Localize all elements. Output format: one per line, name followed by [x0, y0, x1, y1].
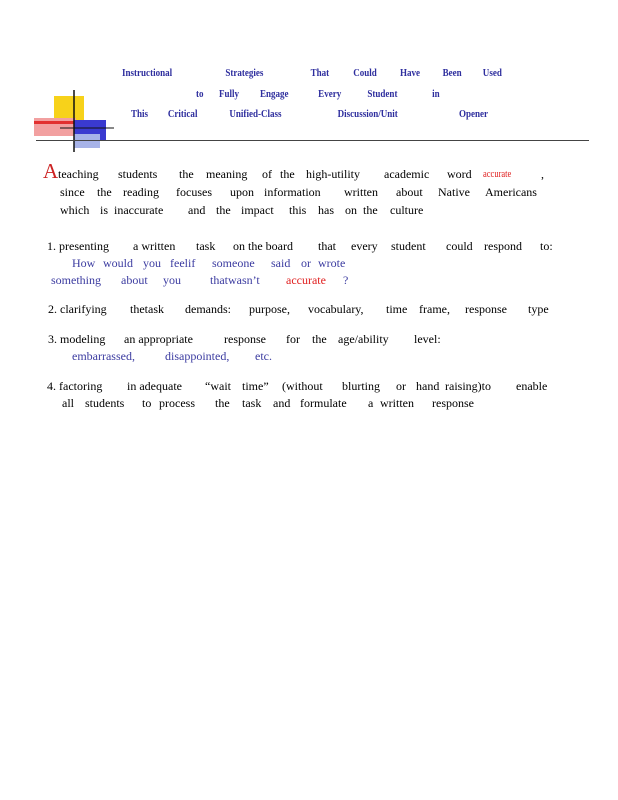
item-word: written [380, 396, 414, 410]
title-word: This [131, 108, 149, 120]
title-word: Fully [218, 88, 240, 100]
intro-word: teaching [58, 167, 99, 181]
title-word: Strategies [225, 67, 264, 79]
intro-word: the [97, 185, 112, 199]
item-word: all [62, 396, 74, 410]
example-word: thatwasn’t [210, 273, 260, 287]
intro-word: students [118, 167, 158, 181]
intro-word: meaning [206, 167, 248, 181]
item-word: time” [242, 379, 269, 393]
item-word: (without [282, 379, 323, 393]
item-word: purpose, [249, 302, 290, 316]
item-word: “wait [205, 379, 231, 393]
highlight-word-accurate: accurate [483, 169, 512, 180]
logo-red-line [34, 121, 78, 124]
logo-pink-bar [34, 118, 76, 136]
example-word: you [143, 256, 161, 270]
title-word: Student [367, 88, 398, 100]
title-line-1 [122, 67, 507, 81]
item-word: thetask [130, 302, 164, 316]
example-word: something [51, 273, 101, 287]
title-line-2 [196, 88, 442, 102]
item-word: that [318, 239, 336, 253]
header-divider [36, 140, 589, 141]
intro-word: information [264, 185, 321, 199]
item-word: age/ability [338, 332, 389, 346]
intro-word: upon [230, 185, 254, 199]
item-word: demands: [185, 302, 231, 316]
item-word: an appropriate [124, 332, 193, 346]
item-word: to [142, 396, 152, 410]
example-word: about [121, 273, 148, 287]
item-word: respond [484, 239, 522, 253]
logo-light-blue-square [74, 134, 100, 148]
item-word: on the board [233, 239, 293, 253]
example-word: How [72, 256, 96, 270]
example-word: you [163, 273, 181, 287]
item-word: response [465, 302, 507, 316]
title-word: Engage [259, 88, 289, 100]
item-word: frame, [419, 302, 450, 316]
example-word: etc. [255, 349, 272, 363]
item-word: the [312, 332, 327, 346]
item-word: in adequate [127, 379, 182, 393]
intro-word: written [344, 185, 378, 199]
intro-word: Americans [485, 185, 537, 199]
intro-word: culture [390, 203, 424, 217]
example-word: feelif [170, 256, 196, 270]
intro-comma: , [541, 167, 544, 181]
intro-word: which [60, 203, 90, 217]
title-word: to [196, 88, 204, 100]
item-word: student [391, 239, 426, 253]
example-word: or [301, 256, 311, 270]
intro-word: Native [438, 185, 470, 199]
intro-word: on [345, 203, 357, 217]
intro-word: the [363, 203, 378, 217]
intro-word: impact [241, 203, 274, 217]
item-word: raising)to [445, 379, 491, 393]
title-word: Been [442, 67, 462, 79]
title-word: Opener [459, 108, 489, 120]
item-word: a written [133, 239, 176, 253]
title-word: Discussion/Unit [337, 108, 398, 120]
intro-word: the [179, 167, 194, 181]
example-word: said [271, 256, 291, 270]
title-line-3 [131, 108, 500, 122]
item-word: type [528, 302, 549, 316]
item-word: enable [516, 379, 548, 393]
title-word: Every [318, 88, 342, 100]
item-word: vocabulary, [308, 302, 364, 316]
title-word: That [310, 67, 330, 79]
intro-word: the [216, 203, 231, 217]
intro-word: word [447, 167, 472, 181]
item-word: a [368, 396, 374, 410]
example-highlight-accurate: accurate [286, 273, 326, 287]
title-word: Have [399, 67, 421, 79]
item-word: formulate [300, 396, 347, 410]
intro-word: academic [384, 167, 430, 181]
item-word: level: [414, 332, 441, 346]
item-word: every [351, 239, 378, 253]
item-word: response [224, 332, 266, 346]
intro-word: this [289, 203, 307, 217]
item-word: task [242, 396, 262, 410]
intro-word: is [100, 203, 109, 217]
example-word: would [103, 256, 133, 270]
item-word: response [432, 396, 474, 410]
title-word: Could [353, 67, 377, 79]
example-word: someone [212, 256, 255, 270]
intro-word: focuses [176, 185, 212, 199]
intro-word: since [60, 185, 85, 199]
intro-word: of [262, 167, 272, 181]
drop-cap-letter: A [43, 159, 59, 183]
title-word: Instructional [122, 67, 173, 79]
item-word: 2. clarifying [48, 302, 107, 316]
intro-word: reading [123, 185, 159, 199]
item-word: time [386, 302, 408, 316]
item-word: students [85, 396, 125, 410]
title-word: Used [482, 67, 502, 79]
intro-word: has [318, 203, 334, 217]
item-word: hand [416, 379, 440, 393]
example-word: embarrassed, [72, 349, 135, 363]
title-word: Critical [167, 108, 198, 120]
title-word: in [432, 88, 440, 100]
item-word: 3. modeling [48, 332, 106, 346]
item-word: process [159, 396, 195, 410]
item-word: blurting [342, 379, 380, 393]
item-word: 4. factoring [47, 379, 103, 393]
item-word: or [396, 379, 406, 393]
intro-word: the [280, 167, 295, 181]
example-word: disappointed, [165, 349, 230, 363]
item-word: and [273, 396, 291, 410]
item-word: 1. presenting [47, 239, 109, 253]
item-word: to: [540, 239, 553, 253]
item-word: could [446, 239, 473, 253]
intro-word: inaccurate [114, 203, 164, 217]
item-word: task [196, 239, 216, 253]
item-word: the [215, 396, 230, 410]
title-word: Unified-Class [229, 108, 282, 120]
item-word: for [286, 332, 300, 346]
intro-word: about [396, 185, 423, 199]
decorative-squares-logo [34, 90, 114, 152]
example-question-mark: ? [343, 273, 349, 287]
intro-word: high-utility [306, 167, 360, 181]
intro-word: and [188, 203, 206, 217]
example-word: wrote [318, 256, 346, 270]
